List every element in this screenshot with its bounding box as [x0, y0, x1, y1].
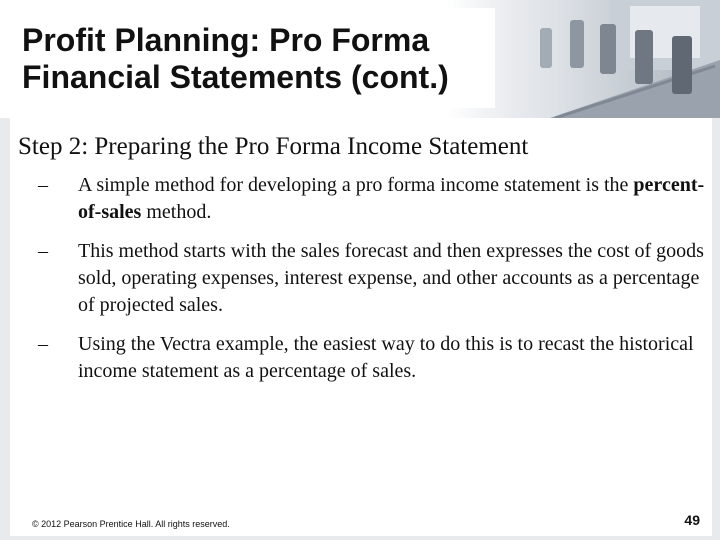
slide-title [22, 22, 449, 96]
page-number: 49 [684, 512, 700, 528]
bullet-text: A simple method for developing a pro forma income statement is the [78, 174, 634, 196]
dash-marker: – [38, 174, 48, 196]
header-band [0, 0, 720, 118]
step-heading: Step 2: Preparing the Pro Forma Income Statement [18, 133, 529, 160]
copyright-notice: © 2012 Pearson Prentice Hall. All rights reserved. [32, 519, 230, 529]
slide-title-line1: Profit Planning: Pro Forma [22, 22, 430, 58]
dash-marker: – [38, 240, 48, 262]
slide-title-line2: Financial Statements (cont.) [22, 59, 449, 95]
dash-marker: – [38, 333, 48, 355]
list-item [38, 331, 708, 385]
bullet-text: Using the Vectra example, the easiest way to do this is to recast the historical income statement as a percentage of sales. [78, 333, 694, 382]
list-item [38, 238, 708, 319]
conference-room-photo [460, 0, 720, 118]
bullet-text: This method starts with the sales forecast and then expresses the cost of goods sold, operating expenses, interest expense, and other accounts as a percentage of projected sales. [78, 240, 704, 316]
list-item [38, 172, 708, 226]
bullet-list [38, 172, 708, 397]
content-area [10, 118, 712, 498]
footer [10, 498, 712, 536]
bullet-bold-term: percent-of-sales [78, 174, 705, 223]
title-box [10, 8, 495, 108]
bullet-text-end: method. [141, 201, 212, 223]
